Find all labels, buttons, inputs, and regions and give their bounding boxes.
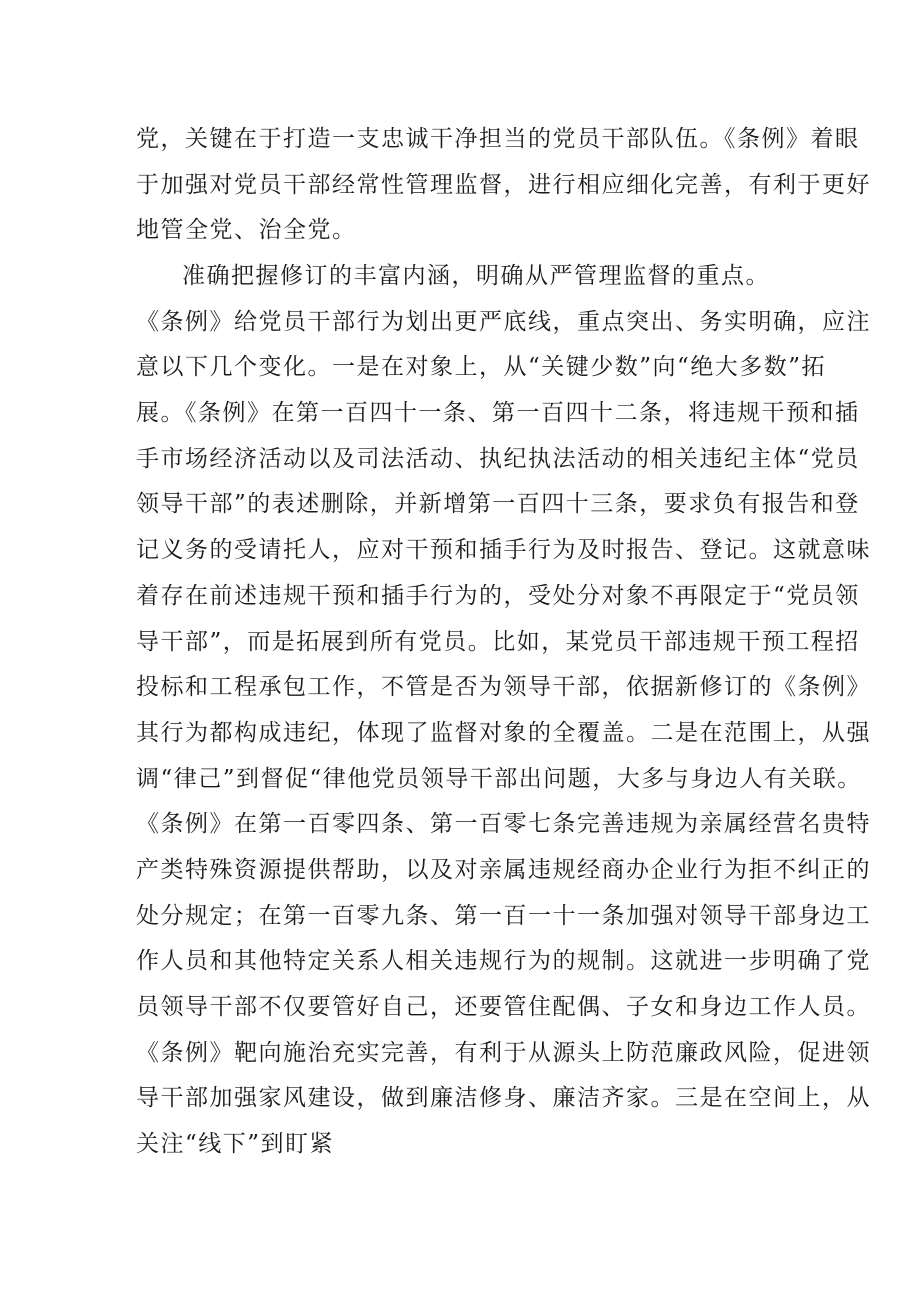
paragraph-line: 准确把握修订的丰富内涵，明确从严管理监督的重点。 [182, 263, 770, 289]
paragraph-line: 手市场经济活动以及司法活动、执纪执法活动的相关违纪主体“党员 [136, 445, 860, 472]
paragraph-line: 员领导干部不仅要管好自己，还要管住配偶、子女和身边工作人员。 [136, 994, 871, 1020]
paragraph-2 [136, 254, 871, 1168]
paragraph-line: 领导干部”的表述删除，并新增第一百四十三条，要求负有报告和登 [136, 491, 860, 518]
paragraph-line: 导干部”，而是拓展到所有党员。比如，某党员干部违规干预工程招 [136, 628, 860, 655]
paragraph-line: 处分规定；在第一百零九条、第一百一十一条加强对领导干部身边工 [136, 902, 871, 929]
paragraph-line: 其行为都构成违纪，体现了监督对象的全覆盖。二是在范围上，从强 [136, 719, 871, 746]
paragraph-line: 地管全党、治全党。 [136, 217, 357, 244]
paragraph-1 [136, 117, 871, 254]
paragraph-line: 着存在前述违规干预和插手行为的，受处分对象不再限定于“党员领 [136, 582, 860, 609]
paragraph-line: 记义务的受请托人，应对干预和插手行为及时报告、登记。这就意味 [136, 537, 871, 564]
paragraph-line: 展。《条例》在第一百四十一条、第一百四十二条，将违规干预和插 [136, 400, 860, 427]
paragraph-line: 产类特殊资源提供帮助，以及对亲属违规经商办企业行为拒不纠正的 [136, 856, 871, 883]
paragraph-line: 《条例》给党员干部行为划出更严底线，重点突出、务实明确，应注 [136, 308, 871, 335]
paragraph-line: 意以下几个变化。一是在对象上，从“关键少数”向“绝大多数”拓 [136, 354, 827, 381]
paragraph-line: 于加强对党员干部经常性管理监督，进行相应细化完善，有利于更好 [136, 171, 871, 198]
paragraph-line: 作人员和其他特定关系人相关违规行为的规制。这就进一步明确了党 [136, 948, 871, 975]
paragraph-line: 《条例》在第一百零四条、第一百零七条完善违规为亲属经营名贵特 [136, 811, 871, 838]
paragraph-line: 投标和工程承包工作，不管是否为领导干部，依据新修订的《条例》 [136, 674, 871, 701]
paragraph-line: 调“律己”到督促“律他党员领导干部出问题，大多与身边人有关联。 [136, 765, 862, 792]
paragraph-line: 党，关键在于打造一支忠诚干净担当的党员干部队伍。《条例》着眼 [136, 126, 860, 152]
paragraph-line: 关注“线下”到盯紧 [136, 1131, 335, 1158]
paragraph-line: 导干部加强家风建设，做到廉洁修身、廉洁齐家。三是在空间上，从 [136, 1085, 871, 1112]
paragraph-line: 《条例》靶向施治充实完善，有利于从源头上防范廉政风险，促进领 [136, 1039, 871, 1066]
